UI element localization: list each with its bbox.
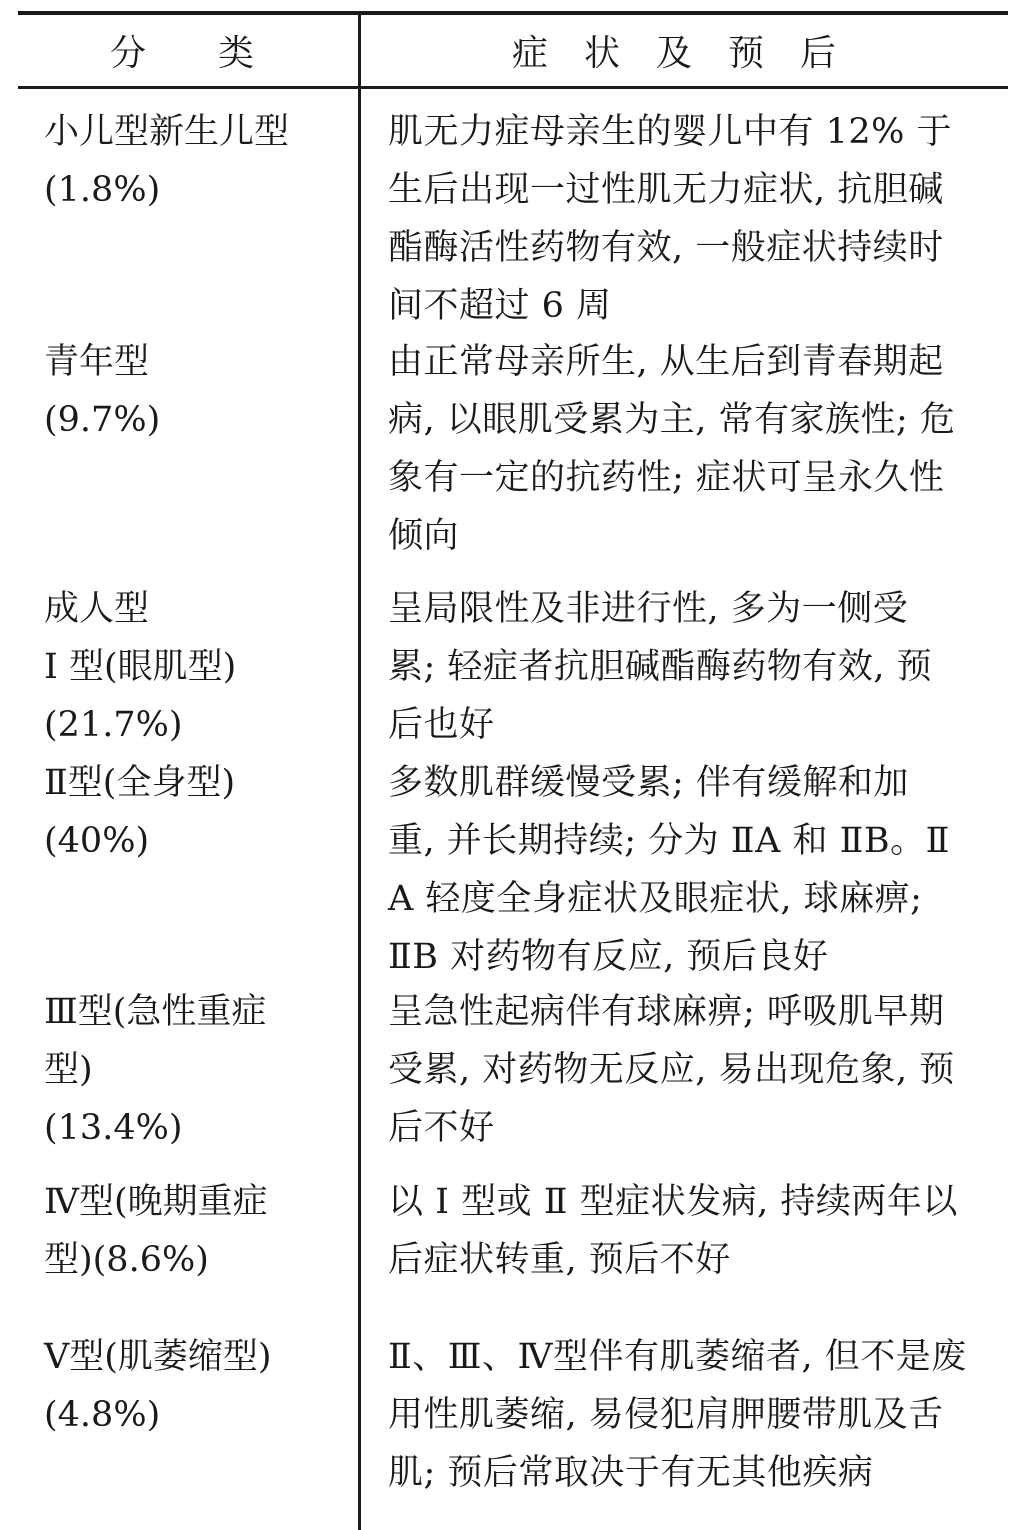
category-cell — [44, 1173, 344, 1289]
category-line: 小儿型新生儿型 — [44, 112, 290, 152]
symptom-line: A 轻度全身症状及眼症状, 球麻痹; — [388, 879, 923, 919]
symptom-cell — [388, 580, 988, 754]
category-line: 青年型 — [44, 342, 150, 382]
symptom-line: 肌无力症母亲生的婴儿中有 12% 于 — [388, 112, 953, 152]
symptom-line: 象有一定的抗药性; 症状可呈永久性 — [388, 458, 945, 498]
symptom-line: 多数肌群缓慢受累; 伴有缓解和加 — [388, 763, 909, 803]
category-line: (4.8%) — [44, 1395, 161, 1435]
category-line: Ⅲ型(急性重症 — [44, 992, 267, 1032]
category-line: Ⅳ型(晚期重症 — [44, 1182, 268, 1222]
symptom-cell — [388, 754, 988, 986]
category-cell — [44, 754, 344, 870]
symptom-line: ⅡB 对药物有反应, 预后良好 — [388, 937, 829, 977]
category-line: Ⅱ型(全身型) — [44, 763, 236, 803]
symptom-line: 间不超过 6 周 — [388, 286, 612, 326]
table-header-rule — [18, 86, 1008, 89]
category-line: Ⅴ型(肌萎缩型) — [44, 1337, 272, 1377]
symptom-line: 酯酶活性药物有效, 一般症状持续时 — [388, 228, 944, 268]
symptom-line: 病, 以眼肌受累为主, 常有家族性; 危 — [388, 400, 956, 440]
category-line: (21.7%) — [44, 705, 183, 745]
header-category: 分 类 — [110, 33, 255, 74]
symptom-cell — [388, 983, 988, 1157]
symptom-line: 肌; 预后常取决于有无其他疾病 — [388, 1453, 874, 1493]
symptom-cell — [388, 1328, 988, 1502]
symptom-line: 累; 轻症者抗胆碱酯酶药物有效, 预 — [388, 647, 933, 687]
category-line: (1.8%) — [44, 170, 161, 210]
symptom-line: 由正常母亲所生, 从生后到青春期起 — [388, 342, 944, 382]
symptom-line: 以 Ⅰ 型或 Ⅱ 型症状发病, 持续两年以 — [388, 1182, 958, 1222]
category-cell — [44, 333, 344, 449]
category-line: Ⅰ 型(眼肌型) — [44, 647, 237, 687]
symptom-line: 呈急性起病伴有球麻痹; 呼吸肌早期 — [388, 992, 945, 1032]
category-cell — [44, 1328, 344, 1444]
symptom-line: Ⅱ、Ⅲ、Ⅳ型伴有肌萎缩者, 但不是废 — [388, 1337, 967, 1377]
category-line: 型)(8.6%) — [44, 1240, 209, 1280]
table-column-divider — [358, 11, 361, 1530]
category-line: 型) — [44, 1050, 93, 1090]
symptom-line: 后症状转重, 预后不好 — [388, 1240, 731, 1280]
symptom-line: 后不好 — [388, 1108, 495, 1148]
symptom-cell — [388, 103, 988, 335]
symptom-line: 生后出现一过性肌无力症状, 抗胆碱 — [388, 170, 944, 210]
category-cell — [44, 580, 344, 754]
category-cell — [44, 983, 344, 1157]
category-line: (9.7%) — [44, 400, 161, 440]
table-top-rule — [18, 11, 1008, 15]
category-line: (13.4%) — [44, 1108, 183, 1148]
category-line: (40%) — [44, 821, 150, 861]
category-line: 成人型 — [44, 589, 150, 629]
symptom-line: 受累, 对药物无反应, 易出现危象, 预 — [388, 1050, 955, 1090]
symptom-line: 倾向 — [388, 516, 460, 556]
header-symptoms: 症 状 及 预 后 — [512, 33, 837, 74]
symptom-line: 用性肌萎缩, 易侵犯肩胛腰带肌及舌 — [388, 1395, 944, 1435]
symptom-line: 后也好 — [388, 705, 495, 745]
category-cell — [44, 103, 344, 219]
symptom-line: 呈局限性及非进行性, 多为一侧受 — [388, 589, 909, 629]
symptom-cell — [388, 333, 988, 565]
symptom-cell — [388, 1173, 988, 1289]
symptom-line: 重, 并长期持续; 分为 ⅡA 和 ⅡB。Ⅱ — [388, 821, 950, 861]
